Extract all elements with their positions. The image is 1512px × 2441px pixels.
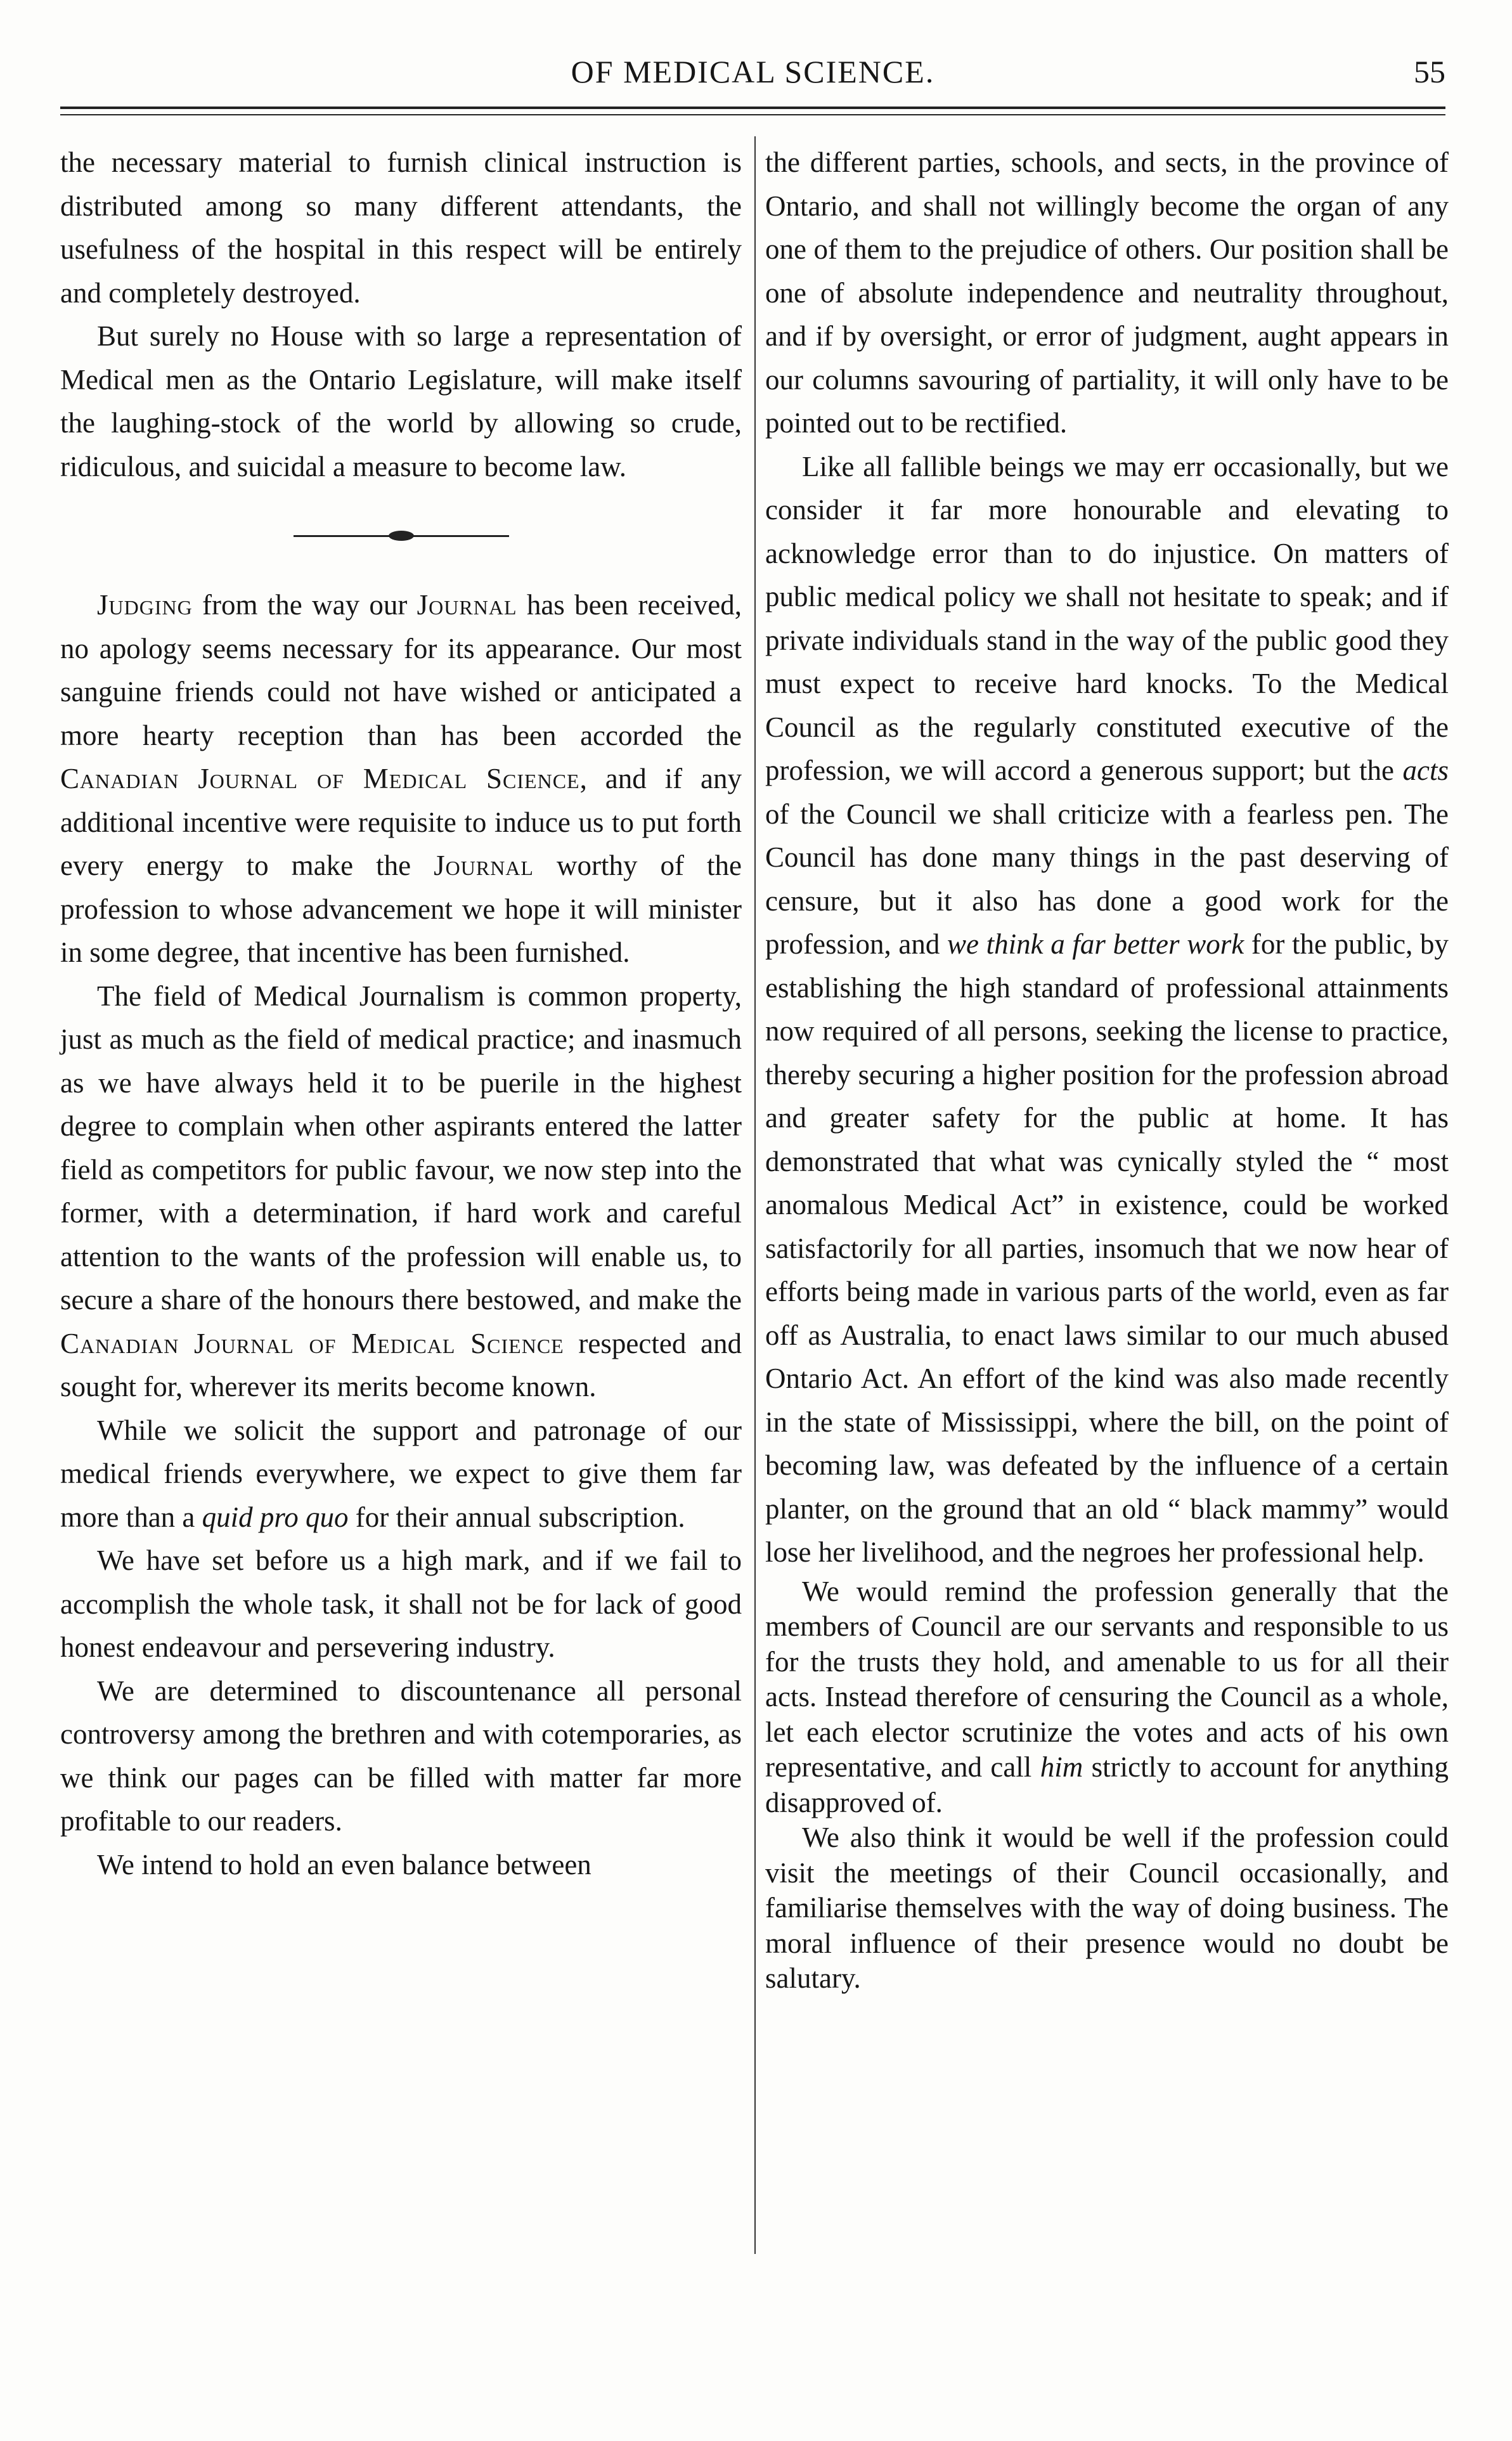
text-run: respected and sought for, wherever its merits become known. xyxy=(60,1327,742,1402)
left-paragraph-5 xyxy=(60,1409,742,1539)
left-paragraph-7: We are determined to discountenance all personal controversy among the brethren and with cotemporaries, as we think our pages can be filled with matter far more profitable to our readers. xyxy=(60,1674,742,1837)
text-run: , and if any additional incentive were requisite to induce us to put forth every energy to make the xyxy=(60,763,742,881)
text-run: for their annual subscription. xyxy=(348,1501,685,1533)
text-run: worthy of the profession to whose advancement we hope it will minister in some degree, that incentive has been furnished. xyxy=(60,850,742,968)
text-run: We would remind the profession generally that the members of Council are our servants and responsible to us for the trusts they hold, and amenable to us for all their acts. Instead therefore of censuring the Council as a whole, let each elector scrutinize the votes and acts of his own representative, and call xyxy=(765,1575,1449,1783)
journal-name: Journal xyxy=(434,850,534,881)
header-rule-thin xyxy=(60,114,1445,115)
page-number: 55 xyxy=(1414,54,1445,89)
left-column xyxy=(60,141,742,1886)
right-column xyxy=(765,141,1449,1997)
running-title: OF MEDICAL SCIENCE. xyxy=(571,54,935,89)
italic-phrase: quid pro quo xyxy=(202,1501,349,1533)
text-run: While we solicit the support and patronage of our medical friends everywhere, we expect to give them far more than a xyxy=(60,1414,742,1533)
italic-word: him xyxy=(1040,1751,1083,1783)
left-paragraph-2: But surely no House with so large a representation of Medical men as the Ontario Legislature, will make itself the laughing-stock of the world by allowing so crude, ridiculous, and suicidal a measure to become law. xyxy=(60,320,742,482)
journal-name: Journal xyxy=(417,589,517,621)
right-paragraph-1: the different parties, schools, and sects, in the province of Ontario, and shall not willingly become the organ of any one of them to the prejudice of others. Our position shall be one of absolute independence and neutrality throughout, and if by oversight, or error of judgment, aught appears in our columns savouring of partiality, it will only have to be pointed out to be rectified. xyxy=(765,146,1449,439)
lead-word: Judging xyxy=(97,589,193,621)
right-tight-block xyxy=(765,1574,1449,1997)
section-divider-ornament xyxy=(60,488,742,583)
divider-line xyxy=(294,535,509,537)
left-paragraph-6: We have set before us a high mark, and if we fail to accomplish the whole task, it shall not be for lack of good honest endeavour and persevering industry. xyxy=(60,1544,742,1663)
italic-word: acts xyxy=(1402,754,1449,786)
journal-title: Canadian Journal of Medical Science xyxy=(60,1327,564,1359)
right-paragraph-3 xyxy=(765,1574,1449,1821)
left-paragraph-3 xyxy=(60,583,742,974)
text-run: Like all fallible beings we may err occasionally, but we consider it far more honourable and elevating to acknowledge error than to do injustice. On matters of public medical policy we shall not hesitate to speak; and if private individuals stand in the way of the public good they must expect to receive hard knocks. To the Medical Council as the regularly constituted executive of the profession, we will accord a generous support; but the xyxy=(765,450,1449,786)
text-run: has been received, no apology seems necessary for its appearance. Our most sanguine friends could not have wished or anticipated a more hearty reception than has been accorded the xyxy=(60,589,742,751)
right-paragraph-4: We also think it would be well if the profession could visit the meetings of their Council occasionally, and familiarise themselves with the way of doing business. The moral influence of their presence would no doubt be salutary. xyxy=(765,1822,1449,1994)
text-run: for the public, by establishing the high standard of professional attainments now required of all persons, seeking the license to practice, thereby securing a higher position for the profession abroad and greater safety for the public at home. It has demonstrated that what was cynically styled the “ most anomalous Medical Act” in existence, could be worked satisfactorily for all parties, insomuch that we now hear of efforts being made in various parts of the world, even as far off as Australia, to enact laws similar to our much abused Ontario Act. An effort of the kind was also made recently in the state of Mississippi, where the bill, on the point of becoming law, was defeated by the influence of a certain planter, on the ground that an old “ black mammy” would lose her livelihood, and the negroes her professional help. xyxy=(765,928,1449,1568)
left-paragraph-8: We intend to hold an even balance between xyxy=(97,1848,591,1881)
text-run: from the way our xyxy=(192,589,417,621)
running-head xyxy=(60,49,1445,100)
left-paragraph-4 xyxy=(60,974,742,1409)
right-paragraph-2 xyxy=(765,445,1449,1574)
header-rule xyxy=(60,107,1445,109)
text-run: The field of Medical Journalism is common property, just as much as the field of medical practice; and inasmuch as we have always held it to be puerile in the highest degree to complain when other aspirants entered the latter field as competitors for public favour, we now step into the former, with a determination, if hard work and careful attention to the wants of the profession will enable us, to secure a share of the honours there bestowed, and make the xyxy=(60,980,742,1316)
left-paragraph-1: the necessary material to furnish clinical instruction is distributed among so many different attendants, the usefulness of the hospital in this respect will be entirely and completely destroyed. xyxy=(60,146,742,309)
journal-title: Canadian Journal of Medical Science xyxy=(60,763,580,794)
column-rule xyxy=(754,136,756,2254)
text-run: of the Council we shall criticize with a fearless pen. The Council has done many things in the past deserving of censure, but it also has done a good work for the profession, and xyxy=(765,798,1449,960)
text-run: strictly to account for anything disapproved of. xyxy=(765,1751,1449,1818)
italic-phrase: we think a far better work xyxy=(947,928,1244,960)
